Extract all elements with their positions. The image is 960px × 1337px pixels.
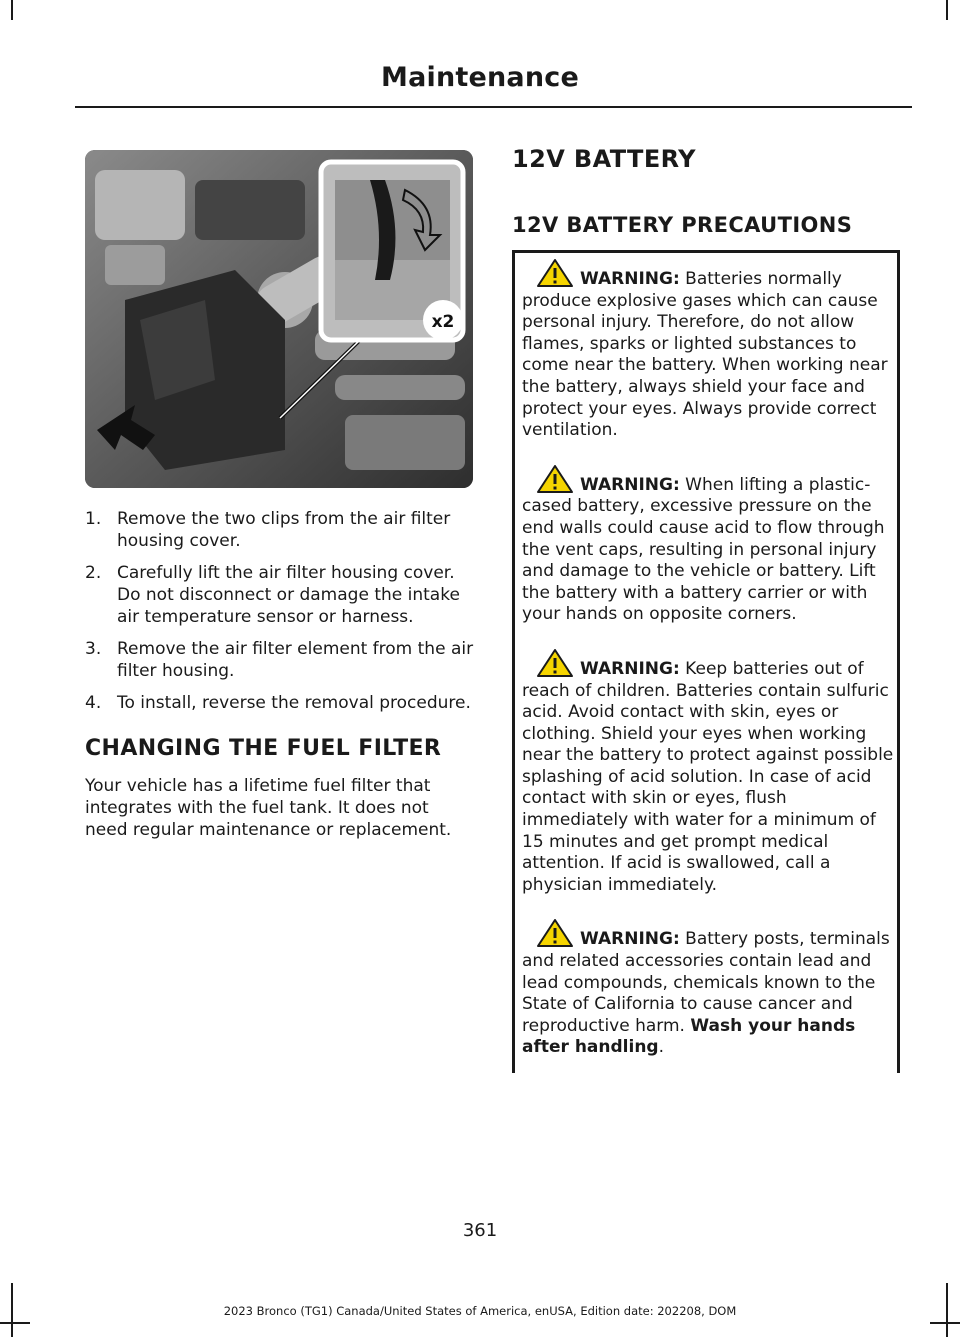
warning-lifting-battery: WARNING: When lifting a plastic-cased battery, excessive pressure on the end walls could cause acid to flow through the vent caps, resulting in personal injury and damage to the vehicle or battery. Lift the battery with a battery carrier or with your hands on opposite corners. <box>522 464 896 626</box>
footer-edition-info: 2023 Bronco (TG1) Canada/United States of America, enUSA, Edition date: 202208, DOM <box>223 1304 737 1318</box>
fuel-filter-heading: CHANGING THE FUEL FILTER <box>85 736 442 761</box>
warning-triangle-icon <box>536 918 574 948</box>
list-item: 3. Remove the air filter element from the air filter housing. <box>85 639 474 681</box>
page-number: 361 <box>462 1220 498 1241</box>
list-item: 1. Remove the two clips from the air filter housing cover. <box>85 509 451 551</box>
title-rule <box>75 106 912 108</box>
warning-lead-compounds: WARNING: Battery posts, terminals and related accessories contain lead and lead compounds, chemicals known to the State of California to cause cancer and reproductive harm. Wash your hands after handling. <box>522 918 896 1059</box>
crop-mark-bottom-left-h <box>0 1322 30 1324</box>
warning-explosive-gases: WARNING: Batteries normally produce explosive gases which can cause personal injury. Therefore, do not allow flames, sparks or lighted substances to come near the battery. When working near the battery, always shield your face and protect your eyes. Always provide correct ventilation. <box>522 258 896 442</box>
removal-steps <box>85 508 475 714</box>
crop-mark-top-right-v <box>946 0 948 20</box>
warning-triangle-icon <box>536 258 574 288</box>
list-item: 2. Carefully lift the air filter housing cover. Do not disconnect or damage the intake air temperature sensor or harness. <box>85 563 460 627</box>
warning-triangle-icon <box>536 464 574 494</box>
page-title: Maintenance <box>381 62 579 93</box>
warning-triangle-icon <box>536 648 574 678</box>
engine-bay-illustration <box>85 150 473 488</box>
list-item: 4. To install, reverse the removal procedure. <box>85 693 471 713</box>
battery-precautions-heading: 12V BATTERY PRECAUTIONS <box>512 213 853 237</box>
right-column <box>512 145 904 237</box>
left-column <box>85 150 475 841</box>
battery-heading: 12V BATTERY <box>512 145 696 173</box>
warnings <box>522 258 896 1081</box>
crop-mark-top-left-v <box>11 0 13 20</box>
figure-badge: x2 <box>431 312 455 332</box>
warning-children-acid: WARNING: Keep batteries out of reach of children. Batteries contain sulfuric acid. Avoid contact with skin, eyes or clothing. Shield your eyes when working near the battery to protect against possible splashing of acid solution. In case of acid contact with skin or eyes, flush immediately with water for a minimum of 15 minutes and get prompt medical attention. If acid is swallowed, call a physician immediately. <box>522 648 896 897</box>
fuel-filter-text: Your vehicle has a lifetime fuel filter that integrates with the fuel tank. It does not need regular maintenance or replacement. <box>85 776 452 840</box>
crop-mark-bottom-right-h <box>930 1322 960 1324</box>
